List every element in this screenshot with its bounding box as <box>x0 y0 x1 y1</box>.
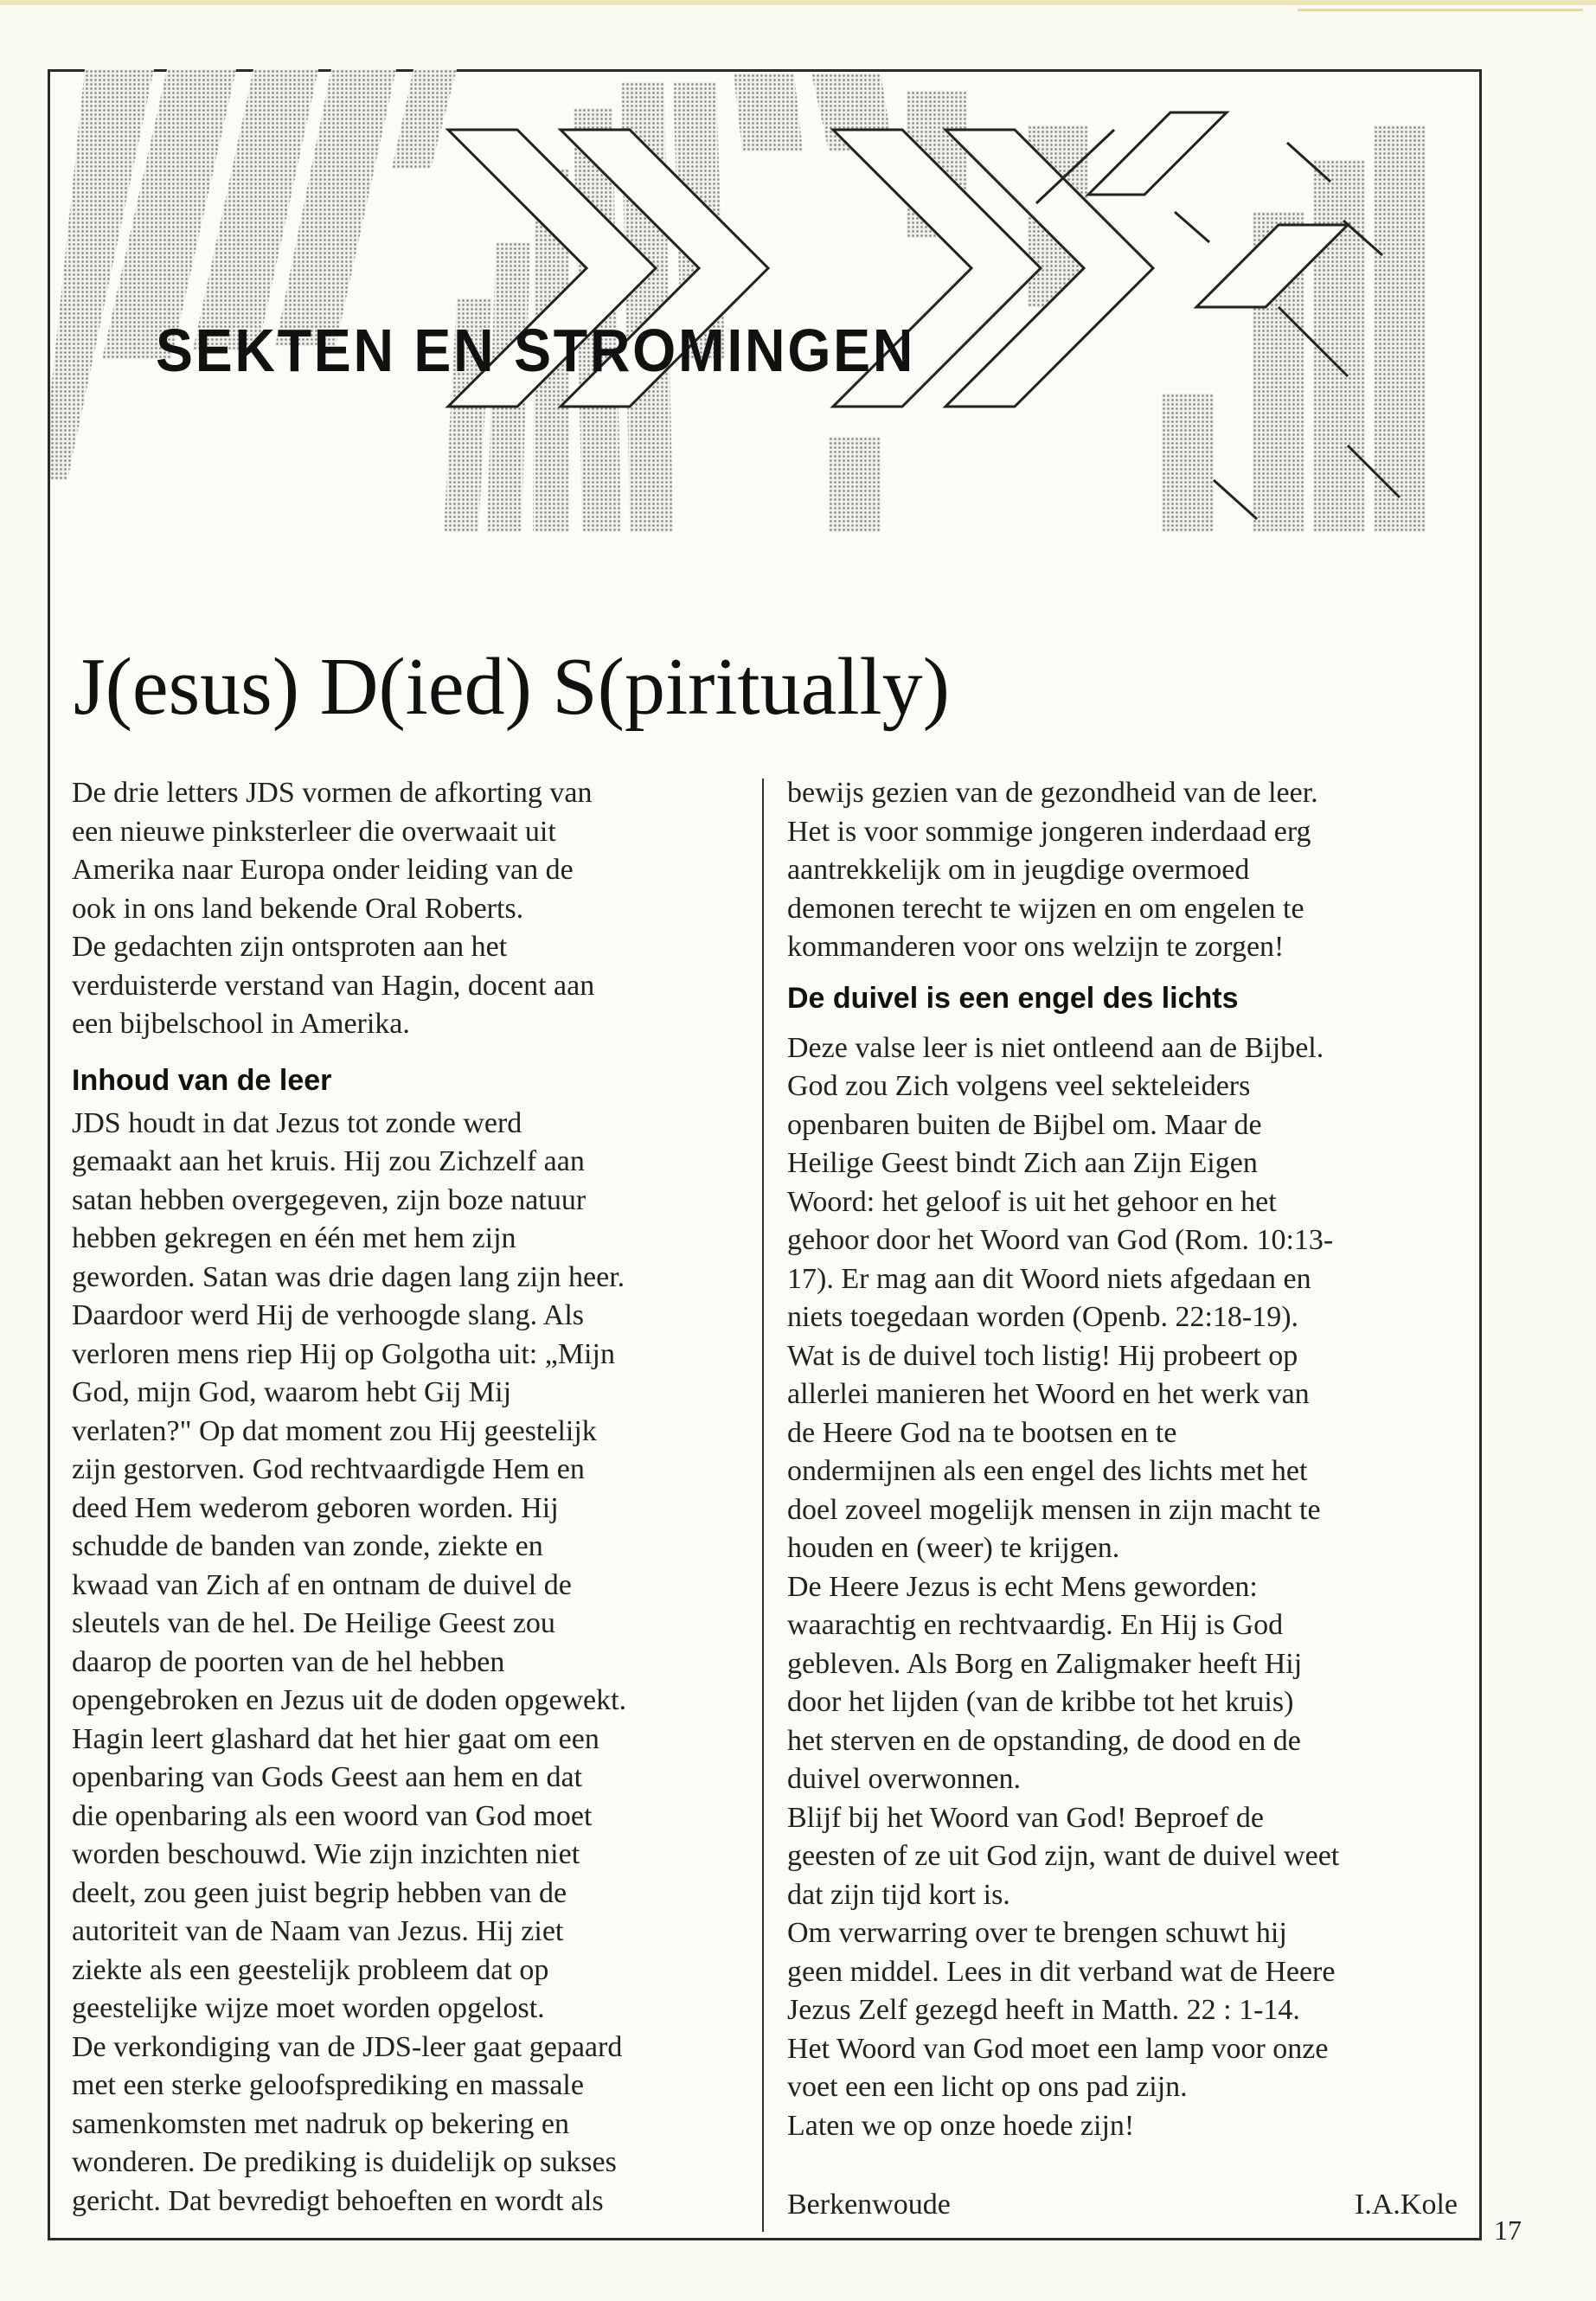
top-accent-rule <box>0 0 1596 5</box>
section-title: SEKTEN EN STROMINGEN <box>156 317 916 384</box>
signature-line <box>787 2186 1458 2224</box>
page-number: 17 <box>1494 2214 1522 2246</box>
section-text-duivel: Deze valse leer is niet ontleend aan de Bijbel. God zou Zich volgens veel sekteleiders openbaren buiten de Bijbel om. Maar de Heilige Geest bindt Zich aan Zijn Eigen Woord: het geloof is uit het gehoor en het gehoor door het Woord van God (Rom. 10:13- 17). Er mag aan dit Woord niets afgedaan en niets toegedaan worden (Openb. 22:18-19). Wat is de duivel toch listig! Hij probeert op allerlei manieren het Woord en het werk van de Heere God na te bootsen en te ondermijnen als een engel des lichts met het doel zoveel mogelijk mensen in zijn macht te houden en (weer) te krijgen. De Heere Jezus is echt Mens geworden: waarachtig en rechtvaardig. En Hij is God gebleven. Als Borg en Zaligmaker heeft Hij door het lijden (van de kribbe tot het kruis) het sterven en de opstanding, de dood en de duivel overwonnen. Blijf bij het Woord van God! Beproef de geesten of ze uit God zijn, want de duivel weet dat zijn tijd kort is. Om verwarring over te brengen schuwt hij geen middel. Lees in dit verband wat de Heere Jezus Zelf gezegd heeft in Matth. 22 : 1-14. Het Woord van God moet een lamp voor onze voet een een licht op ons pad zijn. Laten we op onze hoede zijn! <box>787 1031 1340 2142</box>
continued-paragraph: bewijs gezien van de gezondheid van de leer. Het is voor sommige jongeren inderdaad erg aantrekkelijk om in jeugdige overmoed demonen terecht te wijzen en om engelen te kommanderen voor ons welzijn te zorgen! <box>787 777 1318 963</box>
signature-place: Berkenwoude <box>787 2189 951 2221</box>
column-divider <box>762 779 764 2232</box>
section-heading-inhoud: Inhoud van de leer <box>72 1063 332 1097</box>
top-accent-rule-short <box>1298 9 1583 11</box>
right-column <box>787 774 1466 2145</box>
intro-paragraph: De drie letters JDS vormen de afkorting van een nieuwe pinksterleer die overwaait uit Amerika naar Europa onder leiding van de ook in ons land bekende Oral Roberts. De gedachten zijn ontsproten aan het verduisterde verstand van Hagin, docent aan een bijbelschool in Amerika. <box>72 777 595 1040</box>
signature-author: I.A.Kole <box>1355 2189 1458 2221</box>
banner-graphic <box>50 48 1479 575</box>
section-text-inhoud: JDS houdt in dat Jezus tot zonde werd gemaakt aan het kruis. Hij zou Zichzelf aan satan hebben overgegeven, zijn boze natuur hebben gekregen en één met hem zijn geworden. Satan was drie dagen lang zijn heer. Daardoor werd Hij de verhoogde slang. Als verloren mens riep Hij op Golgotha uit: „Mijn God, mijn God, waarom hebt Gij Mij verlaten?" Op dat moment zou Hij geestelijk zijn gestorven. God rechtvaardigde Hem en deed Hem wederom geboren worden. Hij schudde de banden van zonde, ziekte en kwaad van Zich af en ontnam de duivel de sleutels van de hel. De Heilige Geest zou daarop de poorten van de hel hebben opengebroken en Jezus uit de doden opgewekt. Hagin leert glashard dat het hier gaat om een openbaring van Gods Geest aan hem en dat die openbaring als een woord van God moet worden beschouwd. Wie zijn inzichten niet deelt, zou geen juist begrip hebben van de autoriteit van de Naam van Jezus. Hij ziet ziekte als een geestelijk probleem dat op geestelijke wijze moet worden opgelost. De verkondiging van de JDS-leer gaat gepaard met een sterke geloofsprediking en massale samenkomsten met nadruk op bekering en wonderen. De prediking is duidelijk op sukses gericht. Dat bevredigt behoeften en wordt als <box>72 1106 627 2217</box>
left-column <box>72 774 738 2221</box>
article-title: J(esus) D(ied) S(piritually) <box>74 642 950 732</box>
section-heading-duivel: De duivel is een engel des lichts <box>787 981 1239 1015</box>
